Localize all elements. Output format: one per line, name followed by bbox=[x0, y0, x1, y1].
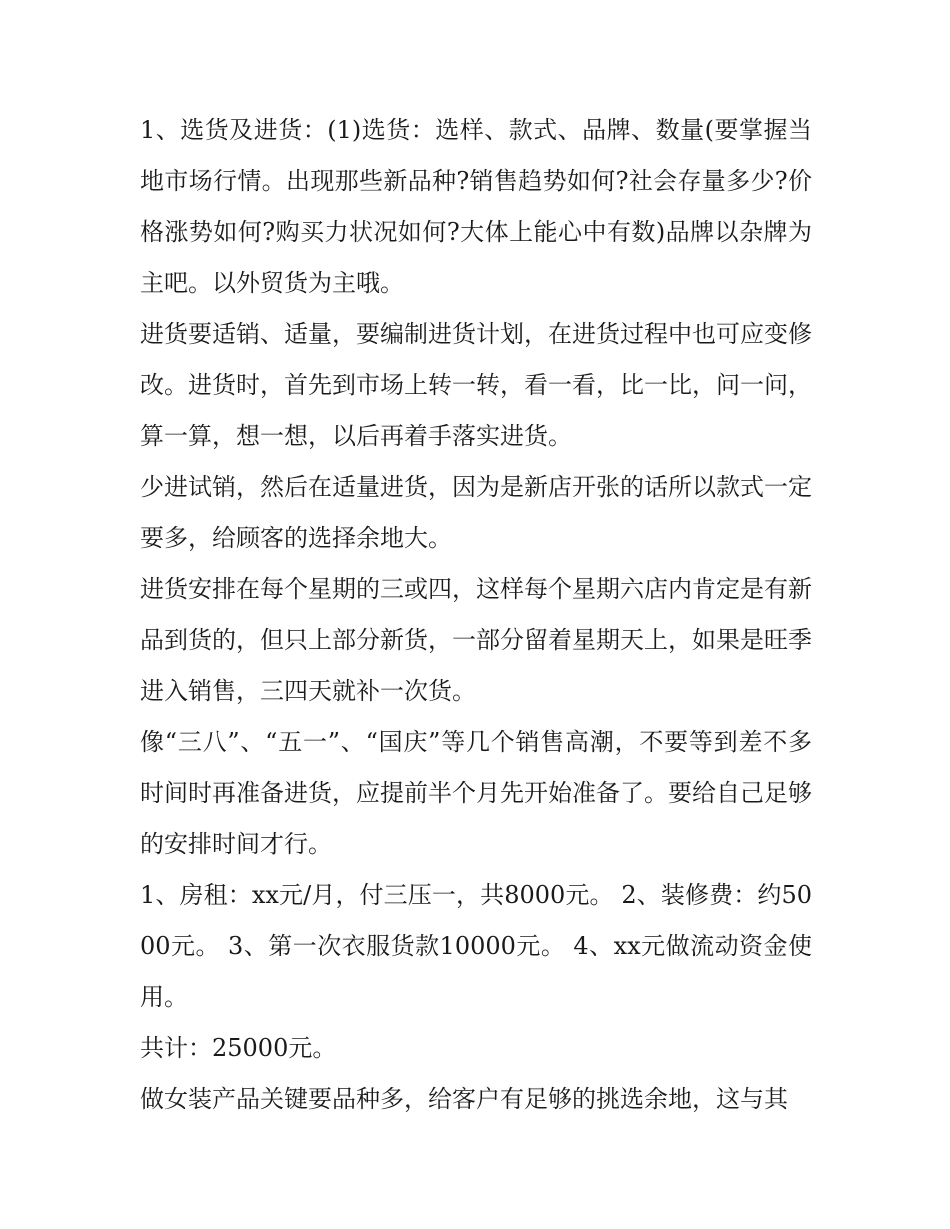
paragraph-restock-schedule: 进货安排在每个星期的三或四，这样每个星期六店内肯定是有新品到货的，但只上部分新货，一部分留着星期天上，如果是旺季进入销售，三四天就补一次货。 bbox=[140, 575, 812, 705]
paragraph-cost-breakdown: 1、房租：xx元/月，付三压一，共8000元。 2、装修费：约5000元。 3、第一次衣服货款10000元。 4、xx元做流动资金使用。 bbox=[140, 881, 812, 1011]
paragraph-trial-sales: 少进试销，然后在适量进货，因为是新店开张的话所以款式一定要多，给顾客的选择余地大。 bbox=[140, 473, 812, 552]
paragraph-holiday-prep: 像“三八”、“五一”、“国庆”等几个销售高潮，不要等到差不多时间时再准备进货，应提前半个月先开始准备了。要给自己足够的安排时间才行。 bbox=[140, 728, 812, 858]
document-body bbox=[140, 105, 812, 1125]
paragraph-selection-purchasing: 1、选货及进货：(1)选货：选样、款式、品牌、数量(要掌握当地市场行情。出现那些新品种?销售趋势如何?社会存量多少?价格涨势如何?购买力状况如何?大体上能心中有数)品牌以杂牌为主吧。以外贸货为主哦。 bbox=[140, 116, 812, 297]
paragraph-total-cost: 共计：25000元。 bbox=[140, 1034, 337, 1062]
paragraph-product-variety: 做女装产品关键要品种多，给客户有足够的挑选余地，这与其 bbox=[140, 1085, 788, 1113]
paragraph-purchase-plan: 进货要适销、适量，要编制进货计划，在进货过程中也可应变修改。进货时，首先到市场上转一转，看一看，比一比，问一问，算一算，想一想，以后再着手落实进货。 bbox=[140, 320, 812, 450]
